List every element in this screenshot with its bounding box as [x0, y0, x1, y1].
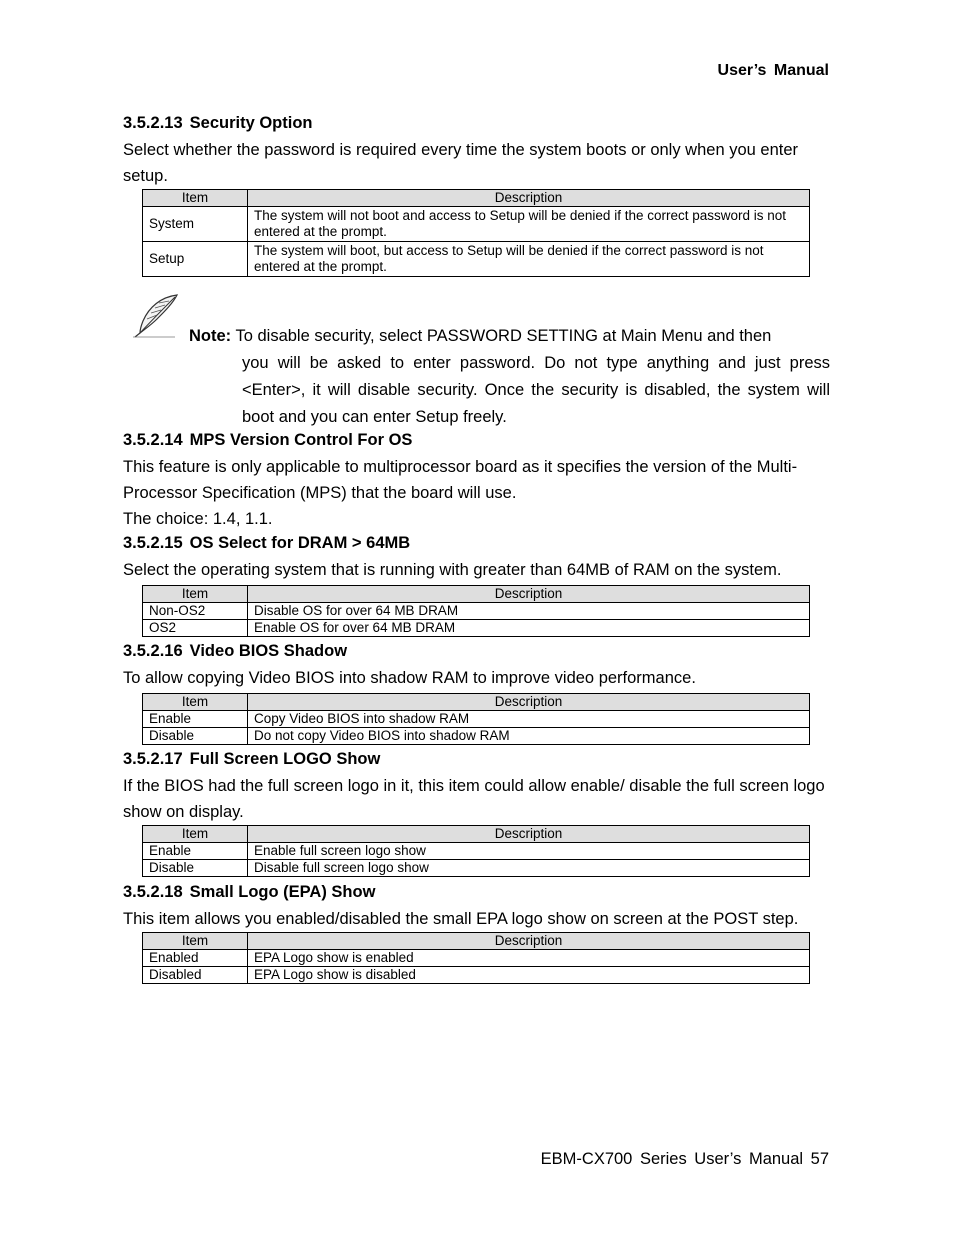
note-label: Note:: [189, 327, 232, 345]
row-description: Do not copy Video BIOS into shadow RAM: [248, 728, 810, 745]
table-row: [143, 207, 810, 242]
section-title: Small Logo (EPA) Show: [189, 883, 376, 901]
table-header-row: [143, 586, 810, 603]
section-os-select: [123, 532, 830, 637]
section-small-logo: [123, 881, 830, 984]
table-row: [143, 967, 810, 984]
options-table: [142, 693, 810, 745]
quill-pen-icon: [131, 293, 181, 344]
section-description: Select the operating system that is running with greater than 64MB of RAM on the system.: [123, 561, 782, 579]
row-item: Disabled: [143, 967, 248, 984]
section-description: This item allows you enabled/disabled the small EPA logo show on screen at the POST step.: [123, 910, 799, 928]
row-description: Disable full screen logo show: [248, 860, 810, 877]
note-continuation: you will be asked to enter password. Do not type anything and just press <Enter>, it will disable security. Once the security is disabled, the system will boot and you can enter Setup freely.: [242, 354, 830, 426]
section-description: Select whether the password is required every time the system boots or only when you enter setup.: [123, 141, 799, 185]
section-number: 3.5.2.14: [123, 431, 183, 449]
section-video-bios-shadow: [123, 640, 830, 745]
section-heading: [123, 748, 830, 770]
row-item: Disable: [143, 728, 248, 745]
table-header-row: [143, 826, 810, 843]
column-header-item: Item: [143, 190, 248, 207]
section-description: To allow copying Video BIOS into shadow RAM to improve video performance.: [123, 669, 696, 687]
section-security-option: [123, 112, 830, 277]
row-item: Enabled: [143, 950, 248, 967]
table-header-row: [143, 933, 810, 950]
row-description: EPA Logo show is enabled: [248, 950, 810, 967]
section-full-screen-logo: [123, 748, 830, 877]
section-number: 3.5.2.16: [123, 642, 183, 660]
row-description: Enable OS for over 64 MB DRAM: [248, 620, 810, 637]
table-row: [143, 603, 810, 620]
table-row: [143, 711, 810, 728]
row-description: Enable full screen logo show: [248, 843, 810, 860]
row-description: The system will not boot and access to Setup will be denied if the correct password is not entered at the prompt.: [248, 207, 810, 242]
note-text: [189, 323, 830, 431]
row-item: System: [143, 207, 248, 242]
note-block: [123, 293, 830, 433]
table-row: [143, 843, 810, 860]
note-first-line: To disable security, select PASSWORD SETTING at Main Menu and then: [235, 327, 772, 345]
column-header-description: Description: [248, 826, 810, 843]
table-header-row: [143, 190, 810, 207]
table-row: [143, 860, 810, 877]
section-mps-version: [123, 429, 830, 532]
section-heading: [123, 640, 830, 662]
column-header-item: Item: [143, 586, 248, 603]
column-header-description: Description: [248, 694, 810, 711]
row-description: EPA Logo show is disabled: [248, 967, 810, 984]
section-heading: [123, 881, 830, 903]
row-description: Disable OS for over 64 MB DRAM: [248, 603, 810, 620]
column-header-description: Description: [248, 586, 810, 603]
section-title: Video BIOS Shadow: [189, 642, 348, 660]
table-header-row: [143, 694, 810, 711]
options-table: [142, 825, 810, 877]
row-item: OS2: [143, 620, 248, 637]
section-number: 3.5.2.18: [123, 883, 183, 901]
table-row: [143, 620, 810, 637]
section-title: Full Screen LOGO Show: [189, 750, 381, 768]
row-description: Copy Video BIOS into shadow RAM: [248, 711, 810, 728]
running-header: User’s Manual: [717, 62, 829, 79]
table-row: [143, 242, 810, 277]
section-number: 3.5.2.13: [123, 114, 183, 132]
section-number: 3.5.2.15: [123, 534, 183, 552]
options-table: [142, 189, 810, 277]
row-item: Disable: [143, 860, 248, 877]
section-heading: [123, 532, 830, 554]
column-header-description: Description: [248, 190, 810, 207]
row-item: Enable: [143, 711, 248, 728]
column-header-description: Description: [248, 933, 810, 950]
table-row: [143, 950, 810, 967]
options-table: [142, 932, 810, 984]
column-header-item: Item: [143, 933, 248, 950]
section-description: If the BIOS had the full screen logo in it, this item could allow enable/ disable the full screen logo show on display.: [123, 777, 825, 821]
section-description: This feature is only applicable to multiprocessor board as it specifies the version of the Multi-Processor Specification (MPS) that the board will use.: [123, 458, 798, 502]
options-table: [142, 585, 810, 637]
row-description: The system will boot, but access to Setup will be denied if the correct password is not entered at the prompt.: [248, 242, 810, 277]
section-title: MPS Version Control For OS: [189, 431, 413, 449]
row-item: Non-OS2: [143, 603, 248, 620]
section-title: Security Option: [189, 114, 313, 132]
row-item: Setup: [143, 242, 248, 277]
page-footer: EBM-CX700 Series User’s Manual 57: [540, 1150, 829, 1168]
table-row: [143, 728, 810, 745]
page-content: [123, 112, 830, 984]
section-choice: The choice: 1.4, 1.1.: [123, 510, 273, 528]
section-heading: [123, 112, 830, 134]
row-item: Enable: [143, 843, 248, 860]
section-number: 3.5.2.17: [123, 750, 183, 768]
column-header-item: Item: [143, 826, 248, 843]
section-title: OS Select for DRAM > 64MB: [189, 534, 411, 552]
column-header-item: Item: [143, 694, 248, 711]
